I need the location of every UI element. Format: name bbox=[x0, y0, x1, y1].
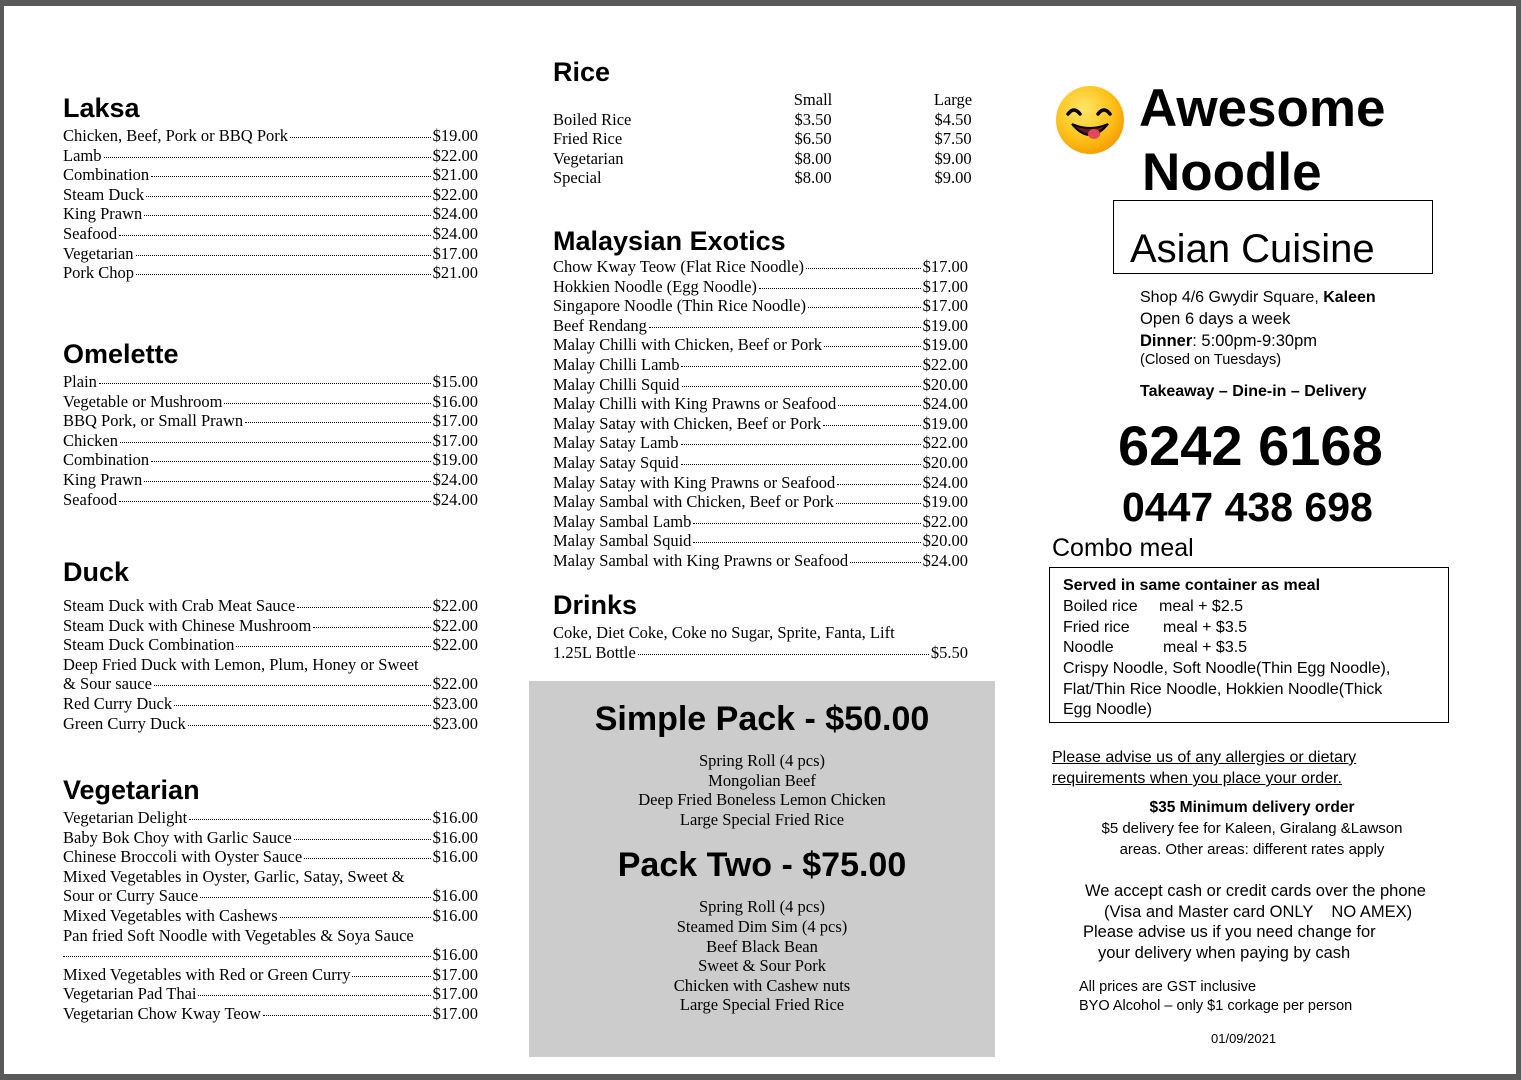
menu-item bbox=[63, 886, 478, 906]
rice-small-price: $3.50 bbox=[794, 109, 832, 129]
item-name: Chicken, Beef, Pork or BBQ Pork bbox=[63, 126, 289, 145]
pack-item: Beef Black Bean bbox=[706, 936, 818, 956]
leader-dots bbox=[136, 274, 431, 275]
menu-item bbox=[63, 450, 478, 470]
dinner-label: Dinner bbox=[1140, 332, 1193, 350]
leader-dots bbox=[136, 255, 431, 256]
payment-line3: Please advise us if you need change for bbox=[1083, 923, 1376, 941]
menu-item bbox=[553, 355, 968, 375]
leader-dots bbox=[104, 157, 431, 158]
gst-note: All prices are GST inclusive bbox=[1079, 979, 1257, 995]
menu-item bbox=[63, 674, 478, 694]
item-name: Malay Satay with Chicken, Beef or Pork bbox=[553, 413, 822, 433]
item-price: $20.00 bbox=[922, 452, 968, 472]
malaysian-section bbox=[553, 225, 968, 571]
menu-item bbox=[553, 473, 968, 493]
leader-dots bbox=[119, 501, 431, 502]
item-name: Mixed Vegetables with Cashews bbox=[63, 905, 278, 925]
item-name: Malay Chilli with Chicken, Beef or Pork bbox=[553, 335, 823, 355]
menu-item bbox=[63, 165, 478, 185]
item-price: $22.00 bbox=[922, 354, 968, 374]
menu-item bbox=[63, 411, 478, 431]
item-name: Singapore Noodle (Thin Rice Noodle) bbox=[553, 296, 806, 316]
menu-item bbox=[553, 335, 968, 355]
payment-line4: your delivery when paying by cash bbox=[1098, 944, 1351, 962]
leader-dots bbox=[352, 976, 430, 977]
item-price: $21.00 bbox=[432, 165, 478, 185]
item-name: Malay Satay Squid bbox=[553, 452, 679, 472]
item-name: Green Curry Duck bbox=[63, 713, 186, 733]
item-name: Vegetable or Mushroom bbox=[63, 391, 223, 411]
item-price: $19.00 bbox=[922, 315, 968, 335]
byo-note: BYO Alcohol – only $1 corkage per person bbox=[1079, 998, 1353, 1014]
rice-small-price: $8.00 bbox=[794, 168, 832, 188]
leader-dots bbox=[245, 422, 430, 423]
item-name: King Prawn bbox=[63, 204, 143, 224]
leader-dots bbox=[649, 327, 921, 328]
leader-dots bbox=[290, 137, 431, 138]
malaysian-items bbox=[553, 257, 968, 571]
menu-item bbox=[63, 847, 478, 867]
item-price: $24.00 bbox=[432, 204, 478, 224]
address bbox=[1140, 288, 1376, 308]
delivery-fee-line2: areas. Other areas: different rates apply bbox=[1119, 841, 1385, 858]
duck-section bbox=[63, 556, 478, 733]
leader-dots bbox=[198, 995, 430, 996]
item-price: $22.00 bbox=[432, 596, 478, 615]
combo-item-name: Fried rice bbox=[1063, 618, 1130, 636]
menu-date: 01/09/2021 bbox=[1211, 1031, 1277, 1046]
pack-item: Mongolian Beef bbox=[708, 770, 816, 790]
menu-item bbox=[63, 714, 478, 734]
pack-item: Spring Roll (4 pcs) bbox=[698, 751, 826, 770]
menu-item bbox=[63, 906, 478, 926]
dinner-hours bbox=[1140, 331, 1317, 351]
item-price: $22.00 bbox=[922, 433, 968, 453]
menu-item bbox=[63, 984, 478, 1004]
item-price: $16.00 bbox=[432, 808, 478, 827]
item-name: Malay Sambal with King Prawns or Seafood bbox=[553, 550, 849, 570]
combo-row bbox=[1063, 638, 1443, 659]
rice-large-price: $9.00 bbox=[934, 168, 972, 188]
omelette-title: Omelette bbox=[63, 339, 179, 369]
restaurant-name-line2: Noodle bbox=[1142, 143, 1322, 202]
item-price: $22.00 bbox=[432, 145, 478, 165]
item-name: Combination bbox=[63, 165, 150, 185]
leader-dots bbox=[806, 268, 921, 269]
item-price: $16.00 bbox=[432, 945, 478, 965]
item-price: $17.00 bbox=[432, 1003, 478, 1023]
rice-rows bbox=[553, 110, 983, 188]
combo-noodles-line1: Crispy Noodle, Soft Noodle(Thin Egg Noodle), bbox=[1063, 660, 1391, 677]
item-price: $17.00 bbox=[922, 276, 968, 296]
menu-item bbox=[63, 263, 478, 283]
item-name: Steam Duck with Crab Meat Sauce bbox=[63, 596, 296, 615]
item-price: $16.00 bbox=[432, 886, 478, 906]
rice-title: Rice bbox=[553, 57, 611, 87]
menu-item bbox=[553, 316, 968, 336]
item-price: $22.00 bbox=[432, 635, 478, 655]
leader-dots bbox=[681, 366, 920, 367]
menu-page bbox=[4, 6, 1516, 1074]
item-price: $16.00 bbox=[432, 827, 478, 847]
payment-line1: We accept cash or credit cards over the phone bbox=[1085, 882, 1426, 900]
item-price: $19.00 bbox=[432, 450, 478, 470]
item-name: Malay Sambal Squid bbox=[553, 531, 692, 551]
menu-item bbox=[553, 453, 968, 473]
item-price: $21.00 bbox=[432, 263, 478, 283]
item-price: $22.00 bbox=[922, 511, 968, 531]
combo-item-name: Noodle bbox=[1063, 639, 1114, 657]
leader-dots bbox=[119, 235, 431, 236]
pack-item: Spring Roll (4 pcs) bbox=[698, 897, 826, 917]
item-name: Mixed Vegetables with Red or Green Curry bbox=[63, 964, 351, 984]
rice-name: Fried Rice bbox=[553, 129, 623, 149]
item-price: $17.00 bbox=[922, 257, 968, 276]
item-name: Hokkien Noodle (Egg Noodle) bbox=[553, 276, 757, 296]
combo-rows bbox=[1063, 597, 1443, 659]
payment-line2: (Visa and Master card ONLY NO AMEX) bbox=[1104, 903, 1413, 921]
item-name: & Sour sauce bbox=[63, 674, 152, 694]
item-name: Vegetarian Chow Kway Teow bbox=[63, 1003, 261, 1023]
allergy-note-line1: Please advise us of any allergies or dietary bbox=[1052, 749, 1357, 766]
leader-dots bbox=[151, 461, 430, 462]
item-name: BBQ Pork, or Small Prawn bbox=[63, 411, 244, 431]
combo-item-name: Boiled rice bbox=[1063, 598, 1138, 615]
menu-item bbox=[63, 694, 478, 714]
cuisine-label: Asian Cuisine bbox=[1130, 227, 1375, 271]
duck-title: Duck bbox=[63, 557, 130, 587]
rice-large-price: $9.00 bbox=[934, 148, 972, 168]
leader-dots bbox=[280, 917, 431, 918]
leader-dots bbox=[151, 176, 430, 177]
item-name: Malay Sambal Lamb bbox=[553, 511, 692, 531]
rice-large-price: $7.50 bbox=[934, 129, 972, 149]
item-name: Beef Rendang bbox=[553, 315, 647, 335]
rice-name: Special bbox=[553, 168, 602, 188]
pack-item: Chicken with Cashew nuts bbox=[673, 975, 851, 995]
phone-landline: 6242 6168 bbox=[1118, 414, 1383, 477]
menu-item bbox=[63, 635, 478, 655]
item-price: $19.00 bbox=[922, 335, 968, 355]
item-name: Seafood bbox=[63, 489, 118, 509]
leader-dots bbox=[838, 405, 920, 406]
rice-name: Vegetarian bbox=[553, 148, 624, 168]
services: Takeaway – Dine-in – Delivery bbox=[1140, 383, 1367, 400]
menu-item bbox=[553, 643, 968, 663]
item-name: Vegetarian bbox=[63, 243, 134, 263]
item-price: $24.00 bbox=[922, 394, 968, 414]
leader-dots bbox=[850, 562, 921, 563]
combo-noodles-line3: Egg Noodle) bbox=[1063, 701, 1152, 718]
item-price: $22.00 bbox=[432, 184, 478, 204]
item-price: $23.00 bbox=[432, 693, 478, 713]
leader-dots bbox=[823, 425, 921, 426]
drinks-list: Coke, Diet Coke, Coke no Sugar, Sprite, Fanta, Lift bbox=[553, 623, 895, 642]
leader-dots bbox=[313, 627, 430, 628]
combo-item-price: meal + $3.5 bbox=[1163, 618, 1248, 636]
item-name: Chow Kway Teow (Flat Rice Noodle) bbox=[553, 257, 805, 276]
menu-item bbox=[63, 126, 478, 146]
item-name: 1.25L Bottle bbox=[553, 642, 636, 662]
item-price: $17.00 bbox=[922, 296, 968, 316]
item-price: $23.00 bbox=[432, 713, 478, 733]
item-price: $22.00 bbox=[432, 674, 478, 694]
menu-item bbox=[63, 185, 478, 205]
opening-days: Open 6 days a week bbox=[1140, 310, 1291, 328]
leader-dots bbox=[682, 386, 921, 387]
leader-dots bbox=[144, 481, 430, 482]
item-name: Malay Satay Lamb bbox=[553, 433, 679, 453]
item-price: $16.00 bbox=[432, 847, 478, 867]
item-name: Seafood bbox=[63, 223, 118, 243]
item-price: $24.00 bbox=[432, 489, 478, 509]
leader-dots bbox=[154, 685, 431, 686]
packs-box bbox=[529, 681, 995, 1057]
item-price: $17.00 bbox=[432, 411, 478, 431]
item-name: Vegetarian Pad Thai bbox=[63, 984, 197, 1004]
rice-header-row bbox=[553, 90, 983, 110]
menu-item bbox=[63, 596, 478, 616]
combo-noodles-line2: Flat/Thin Rice Noodle, Hokkien Noodle(Thick bbox=[1063, 681, 1383, 698]
item-name: Sour or Curry Sauce bbox=[63, 886, 199, 906]
vegetarian-title: Vegetarian bbox=[63, 775, 200, 805]
item-name: Combination bbox=[63, 450, 150, 470]
leader-dots bbox=[224, 403, 430, 404]
closed-note: (Closed on Tuesdays) bbox=[1140, 352, 1282, 368]
item-price: $5.50 bbox=[930, 642, 968, 662]
item-name: Malay Chilli with King Prawns or Seafood bbox=[553, 394, 837, 414]
leader-dots bbox=[681, 464, 921, 465]
vegetarian-section bbox=[63, 774, 478, 1024]
menu-item bbox=[63, 470, 478, 490]
rice-row bbox=[553, 168, 983, 188]
item-name: Chicken bbox=[63, 430, 118, 450]
menu-item bbox=[553, 531, 968, 551]
item-name: Malay Sambal with Chicken, Beef or Pork bbox=[553, 492, 834, 512]
combo-row bbox=[1063, 618, 1443, 639]
rice-col-large: Large bbox=[933, 90, 973, 109]
delivery-fee-line1: $5 delivery fee for Kaleen, Giralang &Lawson bbox=[1101, 820, 1403, 837]
rice-small-price: $6.50 bbox=[794, 129, 832, 149]
leader-dots bbox=[759, 288, 921, 289]
leader-dots bbox=[189, 819, 430, 820]
allergy-note-line2: requirements when you place your order. bbox=[1052, 770, 1342, 787]
item-price: $24.00 bbox=[432, 223, 478, 243]
cuisine-box bbox=[1113, 200, 1433, 274]
item-name: Vegetarian Delight bbox=[63, 808, 188, 827]
pack-two-items bbox=[529, 897, 995, 1015]
rice-small-price: $8.00 bbox=[794, 148, 832, 168]
leader-dots bbox=[836, 503, 921, 504]
rice-col-small: Small bbox=[793, 90, 833, 109]
leader-dots bbox=[294, 839, 431, 840]
laksa-items bbox=[63, 126, 478, 283]
item-name: Steam Duck bbox=[63, 184, 145, 204]
duck-items bbox=[63, 596, 478, 655]
laksa-title: Laksa bbox=[63, 93, 140, 123]
menu-item bbox=[63, 808, 478, 828]
leader-dots bbox=[146, 196, 431, 197]
leader-dots bbox=[263, 1015, 431, 1016]
phone-mobile: 0447 438 698 bbox=[1122, 484, 1373, 530]
leader-dots bbox=[304, 858, 430, 859]
menu-item bbox=[553, 296, 968, 316]
dinner-time: : 5:00pm-9:30pm bbox=[1192, 332, 1317, 350]
smiling-face-icon bbox=[1054, 84, 1126, 156]
leader-dots bbox=[693, 542, 920, 543]
item-name: Pork Chop bbox=[63, 263, 135, 283]
item-name: Steam Duck with Chinese Mushroom bbox=[63, 615, 312, 635]
leader-dots bbox=[236, 646, 430, 647]
item-name: Malay Satay with King Prawns or Seafood bbox=[553, 472, 836, 492]
combo-heading: Served in same container as meal bbox=[1063, 577, 1321, 594]
item-name: Lamb bbox=[63, 145, 102, 165]
menu-item bbox=[553, 414, 968, 434]
menu-item bbox=[63, 392, 478, 412]
item-price: $17.00 bbox=[432, 243, 478, 263]
vegetarian-items-3 bbox=[63, 965, 478, 1024]
item-price: $24.00 bbox=[432, 469, 478, 489]
item-name: Baby Bok Choy with Garlic Sauce bbox=[63, 827, 292, 847]
menu-item bbox=[63, 244, 478, 264]
omelette-items bbox=[63, 372, 478, 509]
menu-item bbox=[553, 512, 968, 532]
menu-item bbox=[63, 616, 478, 636]
leader-dots bbox=[188, 725, 431, 726]
menu-item bbox=[63, 146, 478, 166]
address-street: Shop 4/6 Gwydir Square, bbox=[1140, 289, 1324, 306]
item-price: $22.00 bbox=[432, 615, 478, 635]
min-delivery: $35 Minimum delivery order bbox=[1149, 799, 1355, 816]
menu-item bbox=[63, 204, 478, 224]
rice-large-price: $4.50 bbox=[934, 109, 972, 129]
item-price: $20.00 bbox=[922, 531, 968, 551]
pack-item: Large Special Fried Rice bbox=[679, 809, 845, 829]
pack-item: Steamed Dim Sim (4 pcs) bbox=[676, 916, 848, 936]
pack-two-title: Pack Two - $75.00 bbox=[617, 846, 907, 885]
simple-pack-items bbox=[529, 751, 995, 829]
item-name: Chinese Broccoli with Oyster Sauce bbox=[63, 847, 303, 867]
item-price: $19.00 bbox=[432, 126, 478, 145]
item-price: $24.00 bbox=[922, 550, 968, 570]
duck-items-2 bbox=[63, 674, 478, 733]
menu-item bbox=[553, 492, 968, 512]
pack-item: Sweet & Sour Pork bbox=[698, 956, 826, 976]
duck-deep-fried-line: Deep Fried Duck with Lemon, Plum, Honey or Sweet bbox=[63, 654, 419, 674]
vegetarian-items-2 bbox=[63, 886, 478, 925]
leader-dots bbox=[824, 346, 921, 347]
menu-item bbox=[553, 257, 968, 277]
item-price: $20.00 bbox=[922, 374, 968, 394]
laksa-section bbox=[63, 92, 478, 283]
item-price: $17.00 bbox=[432, 984, 478, 1004]
menu-item bbox=[553, 375, 968, 395]
item-price: $16.00 bbox=[432, 391, 478, 411]
omelette-section bbox=[63, 338, 478, 509]
leader-dots bbox=[174, 705, 431, 706]
leader-dots bbox=[144, 215, 430, 216]
leader-dots bbox=[808, 307, 921, 308]
vegetarian-mixed-line: Mixed Vegetables in Oyster, Garlic, Satay, Sweet & bbox=[63, 866, 405, 886]
drinks-section bbox=[553, 589, 968, 662]
drinks-title: Drinks bbox=[553, 590, 638, 620]
item-price: $19.00 bbox=[922, 413, 968, 433]
rice-row bbox=[553, 129, 983, 149]
menu-item bbox=[63, 828, 478, 848]
item-name: Malay Chilli Squid bbox=[553, 374, 680, 394]
menu-item bbox=[63, 945, 478, 965]
item-price: $17.00 bbox=[432, 430, 478, 450]
rice-row bbox=[553, 149, 983, 169]
malaysian-title: Malaysian Exotics bbox=[553, 226, 786, 256]
pack-item: Large Special Fried Rice bbox=[679, 995, 845, 1015]
item-price: $15.00 bbox=[432, 372, 478, 391]
vegetarian-panfried-line: Pan fried Soft Noodle with Vegetables & Soya Sauce bbox=[63, 925, 414, 945]
leader-dots bbox=[297, 607, 430, 608]
vegetarian-items bbox=[63, 808, 478, 867]
item-name: Plain bbox=[63, 372, 97, 391]
rice-row bbox=[553, 110, 983, 130]
leader-dots bbox=[693, 523, 920, 524]
pack-item: Deep Fried Boneless Lemon Chicken bbox=[638, 790, 886, 810]
leader-dots bbox=[120, 442, 431, 443]
leader-dots bbox=[99, 383, 431, 384]
combo-item-price: meal + $2.5 bbox=[1159, 598, 1244, 615]
combo-title: Combo meal bbox=[1052, 534, 1194, 562]
item-price: $17.00 bbox=[432, 964, 478, 984]
menu-item bbox=[63, 431, 478, 451]
leader-dots bbox=[681, 444, 921, 445]
combo-box bbox=[1049, 567, 1449, 723]
item-name: King Prawn bbox=[63, 469, 143, 489]
menu-item bbox=[63, 965, 478, 985]
item-price: $16.00 bbox=[432, 905, 478, 925]
menu-item bbox=[553, 277, 968, 297]
menu-item bbox=[63, 224, 478, 244]
leader-dots bbox=[837, 484, 920, 485]
menu-item bbox=[63, 1004, 478, 1024]
address-suburb: Kaleen bbox=[1323, 289, 1376, 306]
menu-item bbox=[63, 372, 478, 392]
item-name: Malay Chilli Lamb bbox=[553, 354, 680, 374]
item-price: $19.00 bbox=[922, 492, 968, 512]
rice-section bbox=[553, 56, 983, 188]
rice-name: Boiled Rice bbox=[553, 109, 632, 129]
restaurant-name-line1: Awesome bbox=[1139, 79, 1386, 138]
simple-pack-title: Simple Pack - $50.00 bbox=[594, 700, 930, 738]
item-name: Red Curry Duck bbox=[63, 693, 173, 713]
menu-item bbox=[553, 551, 968, 571]
item-name: Steam Duck Combination bbox=[63, 635, 235, 655]
menu-item bbox=[553, 433, 968, 453]
item-price: $24.00 bbox=[922, 472, 968, 492]
combo-row bbox=[1063, 597, 1443, 618]
combo-item-price: meal + $3.5 bbox=[1163, 639, 1248, 657]
menu-item bbox=[553, 394, 968, 414]
leader-dots bbox=[200, 897, 430, 898]
menu-item bbox=[63, 490, 478, 510]
